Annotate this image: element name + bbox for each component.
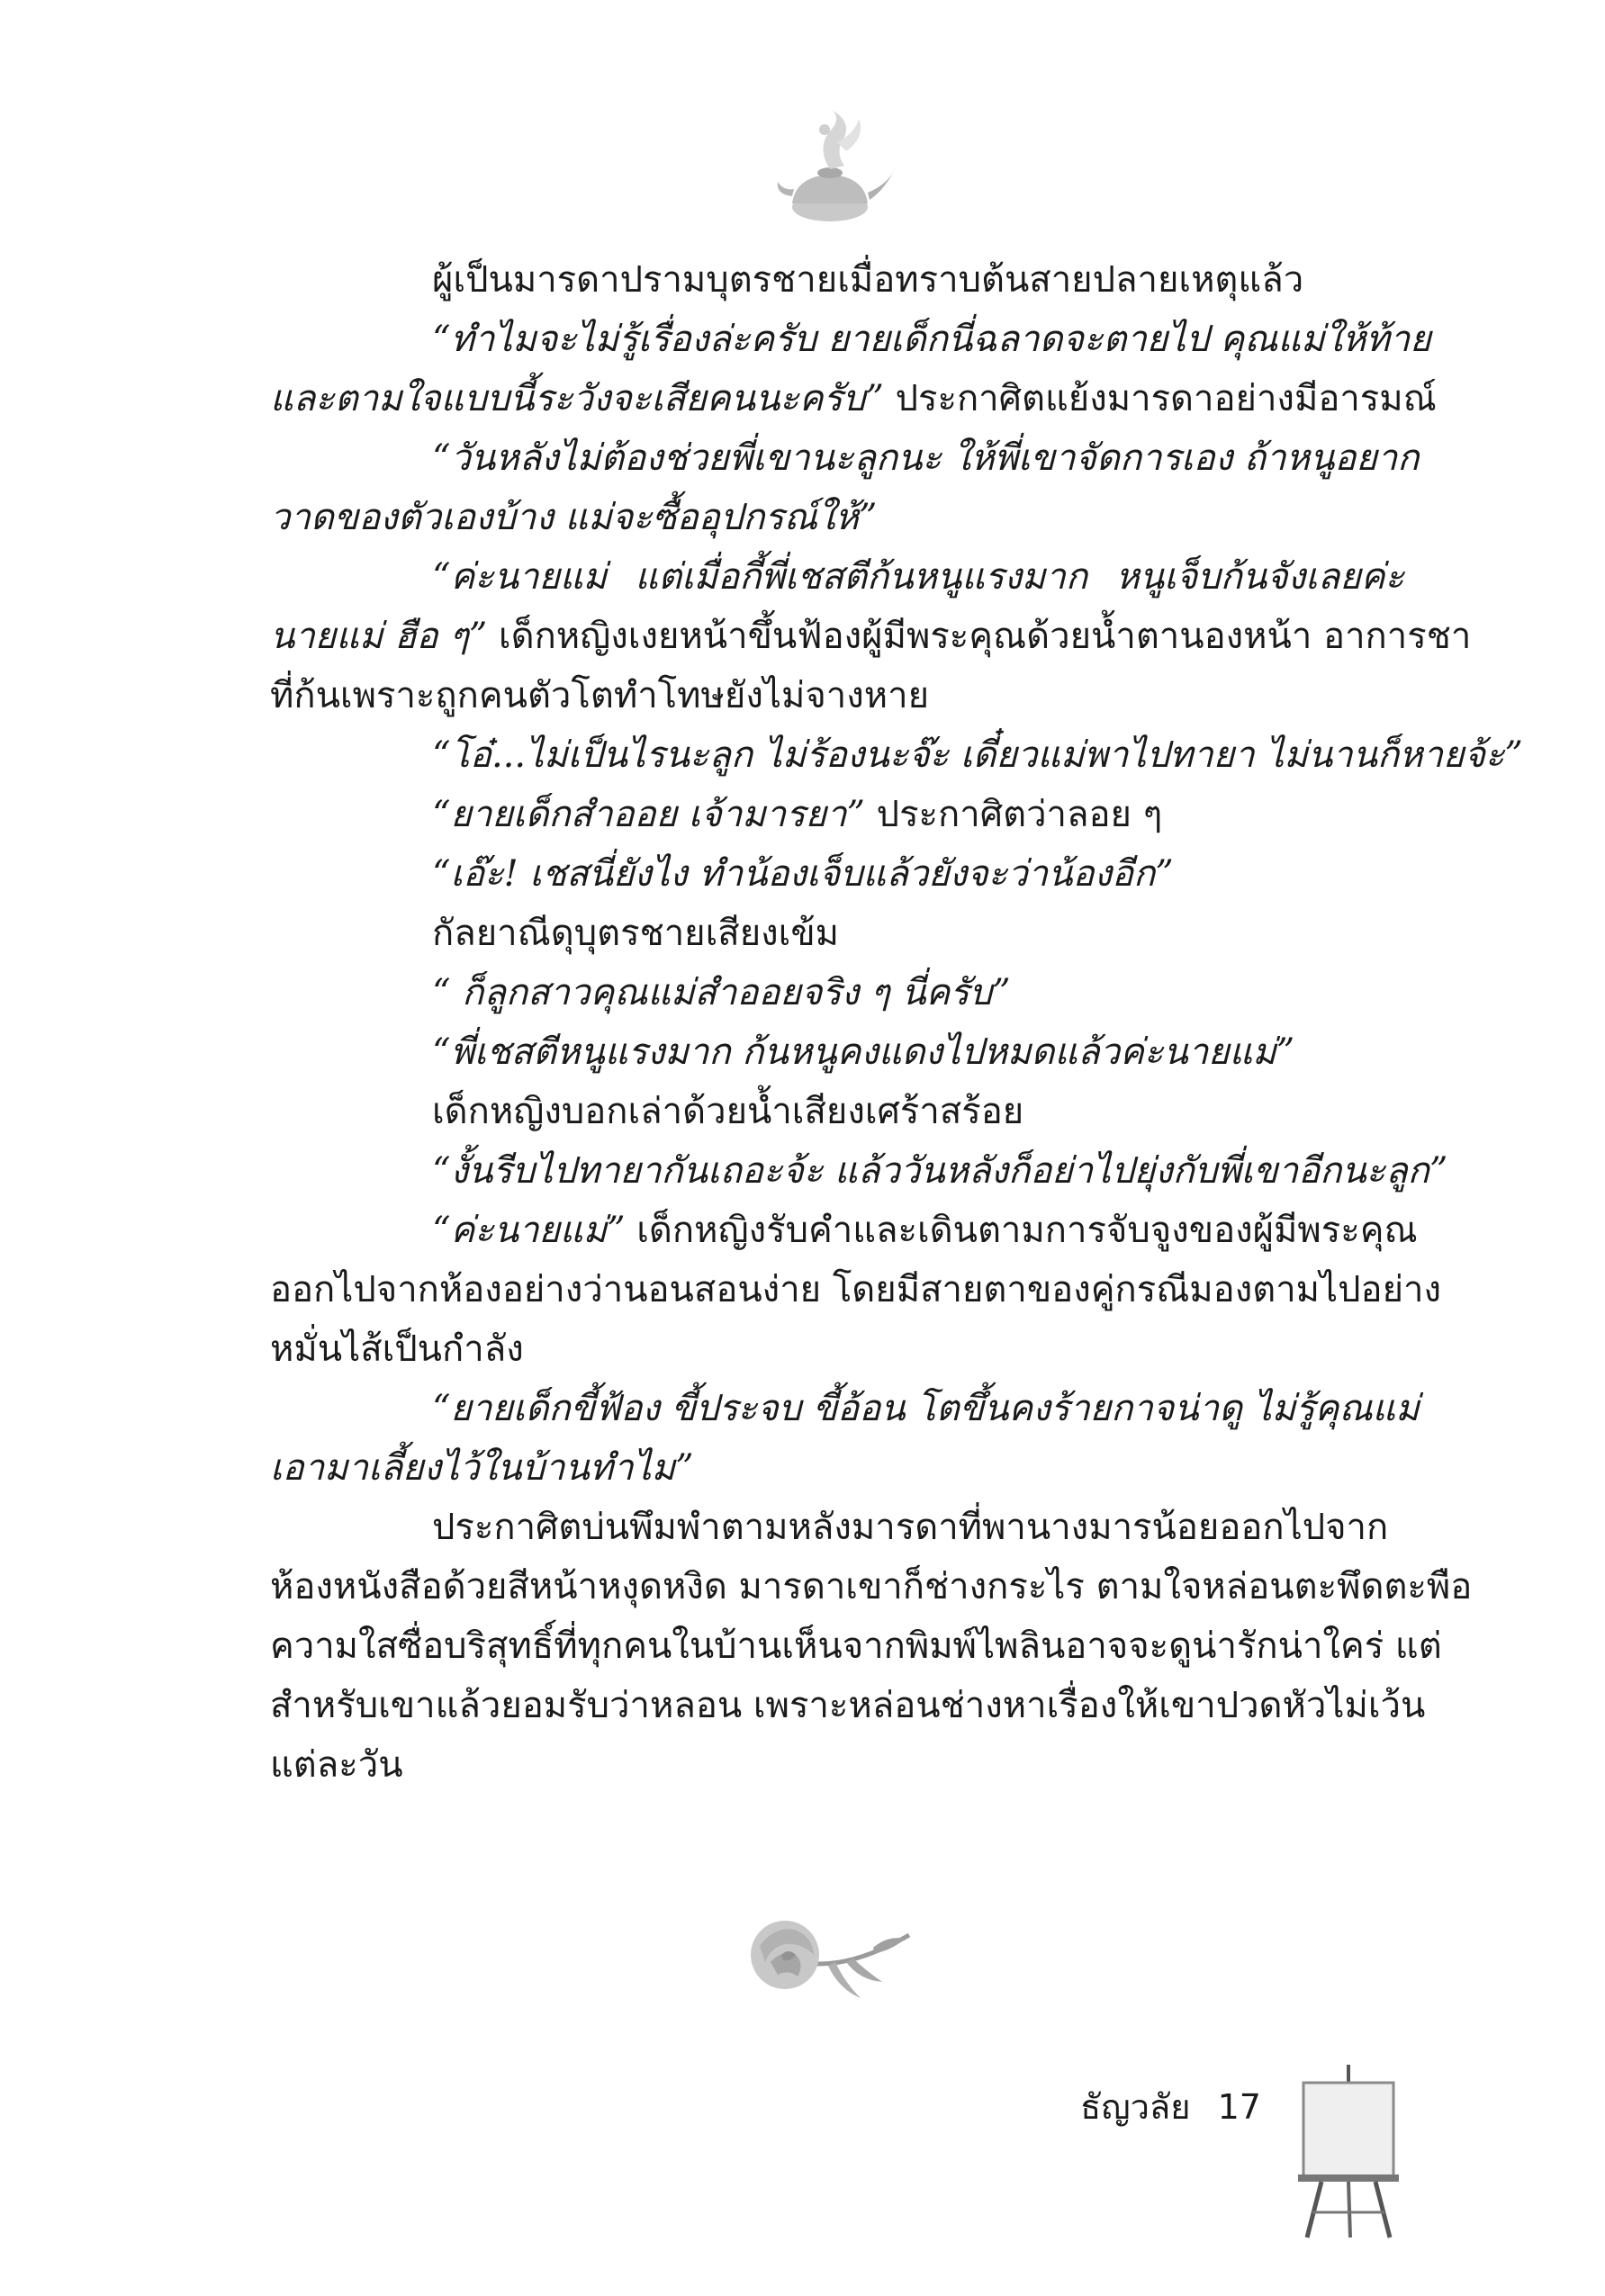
text-line	[270, 963, 1404, 1022]
narration-run: เด็กหญิงเงยหน้าขึ้นฟ้องผู้มีพระคุณด้วยน้ำตานองหน้า อาการชา	[487, 616, 1472, 657]
text-line	[270, 369, 1437, 428]
dialogue-run: “พี่เชสตีหนูแรงมาก ก้นหนูคงแดงไปหมดแล้วค่ะนายแม่”	[432, 1031, 1295, 1073]
text-line	[270, 1260, 1441, 1319]
text-line	[270, 310, 1431, 369]
dialogue-run: วาดของตัวเองบ้าง แม่จะซื้ออุปกรณ์ให้”	[270, 497, 878, 538]
dialogue-run: “เอ๊ะ! เชสนี่ยังไง ทำน้องเจ็บแล้วยังจะว่าน้องอีก”	[432, 853, 1174, 895]
text-line	[270, 1201, 1418, 1260]
text-line	[270, 488, 1404, 547]
text-line	[270, 1022, 1404, 1082]
text-line	[270, 844, 1404, 904]
body-text	[270, 250, 1523, 1795]
narration-run: สำหรับเขาแล้วยอมรับว่าหลอน เพราะหล่อนช่างหาเรื่องให้เขาปวดหัวไม่เว้น	[270, 1685, 1426, 1726]
teapot-lamp-ornament	[765, 106, 900, 241]
text-line	[270, 1676, 1426, 1735]
text-line	[270, 1498, 1404, 1557]
dialogue-run: “ ก็ลูกสาวคุณแม่สำออยจริง ๆ นี่ครับ”	[432, 972, 1011, 1013]
text-line	[270, 1319, 1404, 1379]
text-line	[270, 1616, 1442, 1676]
narration-run: เด็กหญิงบอกเล่าด้วยน้ำเสียงเศร้าสร้อย	[432, 1091, 1024, 1132]
text-line	[270, 666, 1404, 725]
text-line	[270, 607, 1472, 666]
narration-run: เด็กหญิงรับคำและเดินตามการจับจูงของผู้มีพระคุณ	[625, 1210, 1418, 1251]
text-line	[270, 1735, 1404, 1795]
text-line	[270, 725, 1523, 785]
dialogue-run: “วันหลังไม่ต้องช่วยพี่เขานะลูกนะ ให้พี่เขาจัดการเอง ถ้าหนูอยาก	[432, 437, 1420, 479]
narration-run: กัลยาณีดุบุตรชายเสียงเข้ม	[432, 913, 840, 954]
dialogue-run: “งั้นรีบไปทายากันเถอะจ้ะ แล้ววันหลังก็อย่าไปยุ่งกับพี่เขาอีกนะลูก”	[432, 1150, 1448, 1192]
easel-icon	[1294, 2061, 1402, 2241]
dialogue-run: เอามาเลี้ยงไว้ในบ้านทำไม”	[270, 1447, 694, 1489]
dialogue-run: “ค่ะนายแม่ แต่เมื่อกี้พี่เชสตีก้นหนูแรงมาก หนูเจ็บก้นจังเลยค่ะ	[432, 556, 1404, 598]
text-line	[270, 1082, 1404, 1141]
narration-run: ห้องหนังสือด้วยสีหน้าหงุดหงิด มารดาเขาก็ช่างกระไร ตามใจหล่อนตะพึดตะพือ	[270, 1566, 1473, 1607]
author-name: ธัญวลัย	[1080, 2087, 1191, 2127]
dialogue-run: นายแม่ ฮือ ๆ”	[270, 616, 488, 657]
dialogue-run: “ยายเด็กสำออย เจ้ามารยา”	[432, 794, 865, 835]
text-line	[270, 250, 1404, 310]
text-line	[270, 785, 1404, 844]
dialogue-run: “ค่ะนายแม่”	[432, 1210, 626, 1251]
text-line	[270, 1379, 1420, 1438]
narration-run: หมั่นไส้เป็นกำลัง	[270, 1328, 524, 1370]
text-line	[270, 1557, 1473, 1616]
narration-run: ออกไปจากห้องอย่างว่านอนสอนง่าย โดยมีสายตาของคู่กรณีมองตามไปอย่าง	[270, 1269, 1441, 1310]
dialogue-run: “ยายเด็กขี้ฟ้อง ขี้ประจบ ขี้อ้อน โตขึ้นคงร้ายกาจน่าดู ไม่รู้คุณแม่	[432, 1388, 1420, 1429]
narration-run: ประกาศิตว่าลอย ๆ	[864, 794, 1163, 835]
dialogue-run: และตามใจแบบนี้ระวังจะเสียคนนะครับ”	[270, 378, 884, 419]
narration-run: ที่ก้นเพราะถูกคนตัวโตทำโทษยังไม่จางหาย	[270, 675, 930, 716]
text-line	[270, 547, 1404, 607]
text-line	[270, 428, 1420, 488]
narration-run: ความใสซื่อบริสุทธิ์ที่ทุกคนในบ้านเห็นจากพิมพ์ไพลินอาจจะดูน่ารักน่าใคร่ แต่	[270, 1625, 1442, 1667]
narration-run: ผู้เป็นมารดาปรามบุตรชายเมื่อทราบต้นสายปลายเหตุแล้ว	[432, 259, 1304, 301]
text-line	[270, 904, 1404, 963]
rose-ornament	[738, 1899, 918, 2025]
text-line	[270, 1438, 1404, 1498]
text-line	[270, 1141, 1448, 1201]
narration-run: ประกาศิตแย้งมารดาอย่างมีอารมณ์	[883, 378, 1437, 419]
dialogue-run: “โอ๋...ไม่เป็นไรนะลูก ไม่ร้องนะจ๊ะ เดี๋ยวแม่พาไปทายา ไม่นานก็หายจ้ะ”	[432, 734, 1523, 776]
page-number: 17	[1217, 2087, 1261, 2127]
narration-run: ประกาศิตบ่นพึมพำตามหลังมารดาที่พานางมารน้อยออกไปจาก	[432, 1507, 1389, 1548]
narration-run: แต่ละวัน	[270, 1744, 403, 1786]
dialogue-run: “ทำไมจะไม่รู้เรื่องล่ะครับ ยายเด็กนี่ฉลาดจะตายไป คุณแม่ให้ท้าย	[432, 319, 1431, 360]
page-footer	[1080, 2079, 1277, 2134]
